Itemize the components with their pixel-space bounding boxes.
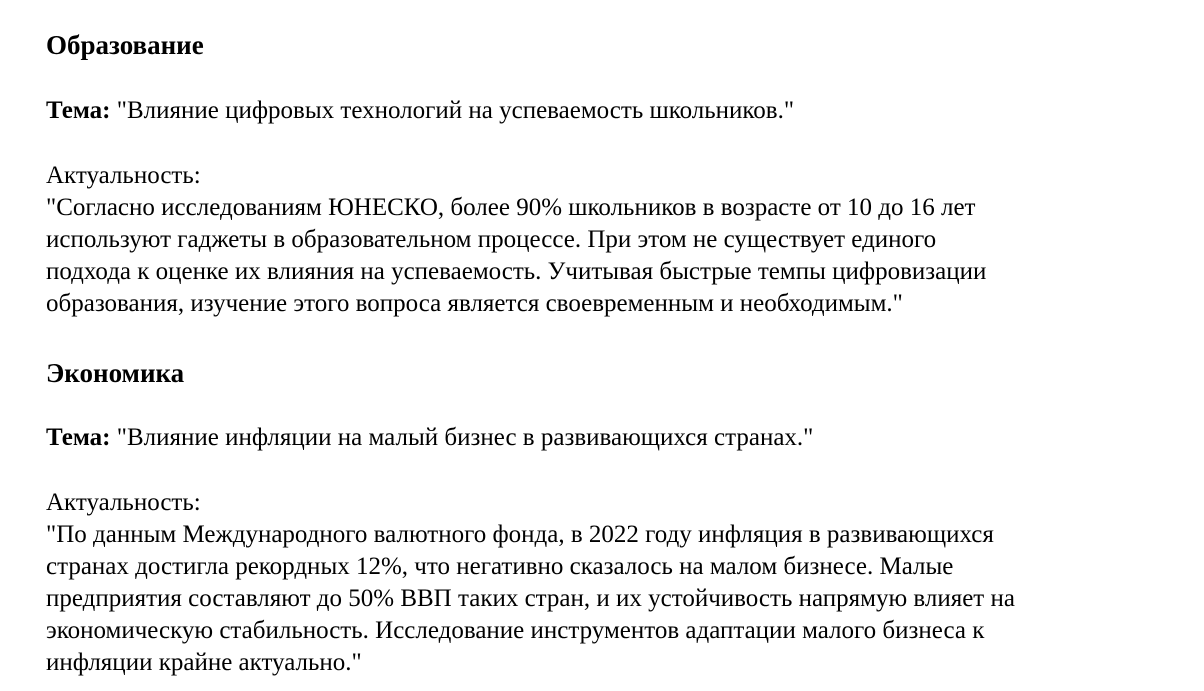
relevance-label: Актуальность: — [46, 489, 201, 516]
topic-text: "Влияние цифровых технологий на успеваемость школьников." — [110, 97, 795, 124]
relevance-line: подхода к оценке их влияния на успеваемость. Учитывая быстрые темпы цифровизации — [46, 258, 987, 285]
relevance-line: "По данным Международного валютного фонда, в 2022 году инфляция в развивающихся — [46, 521, 994, 548]
relevance-line: инфляции крайне актуально." — [46, 649, 362, 676]
topic-label: Тема: — [46, 424, 111, 451]
topic-line — [46, 422, 813, 454]
relevance-line: предприятия составляют до 50% ВВП таких стран, и их устойчивость напрямую влияет на — [46, 585, 1015, 612]
topic-line — [46, 95, 794, 127]
topic-text: "Влияние инфляции на малый бизнес в развивающихся странах." — [110, 424, 814, 451]
relevance-label: Актуальность: — [46, 162, 201, 189]
relevance-text — [46, 519, 1015, 679]
section-heading: Образование — [46, 30, 204, 60]
relevance-line: "Согласно исследованиям ЮНЕСКО, более 90% школьников в возрасте от 10 до 16 лет — [46, 194, 976, 221]
topic-label: Тема: — [46, 97, 111, 124]
relevance-line: экономическую стабильность. Исследование инструментов адаптации малого бизнеса к — [46, 617, 985, 644]
relevance-line: используют гаджеты в образовательном процессе. При этом не существует единого — [46, 226, 937, 253]
relevance-line: странах достигла рекордных 12%, что негативно сказалось на малом бизнесе. Малые — [46, 553, 954, 580]
section-heading: Экономика — [46, 358, 185, 388]
relevance-text — [46, 192, 986, 320]
relevance-line: образования, изучение этого вопроса является своевременным и необходимым." — [46, 290, 903, 317]
